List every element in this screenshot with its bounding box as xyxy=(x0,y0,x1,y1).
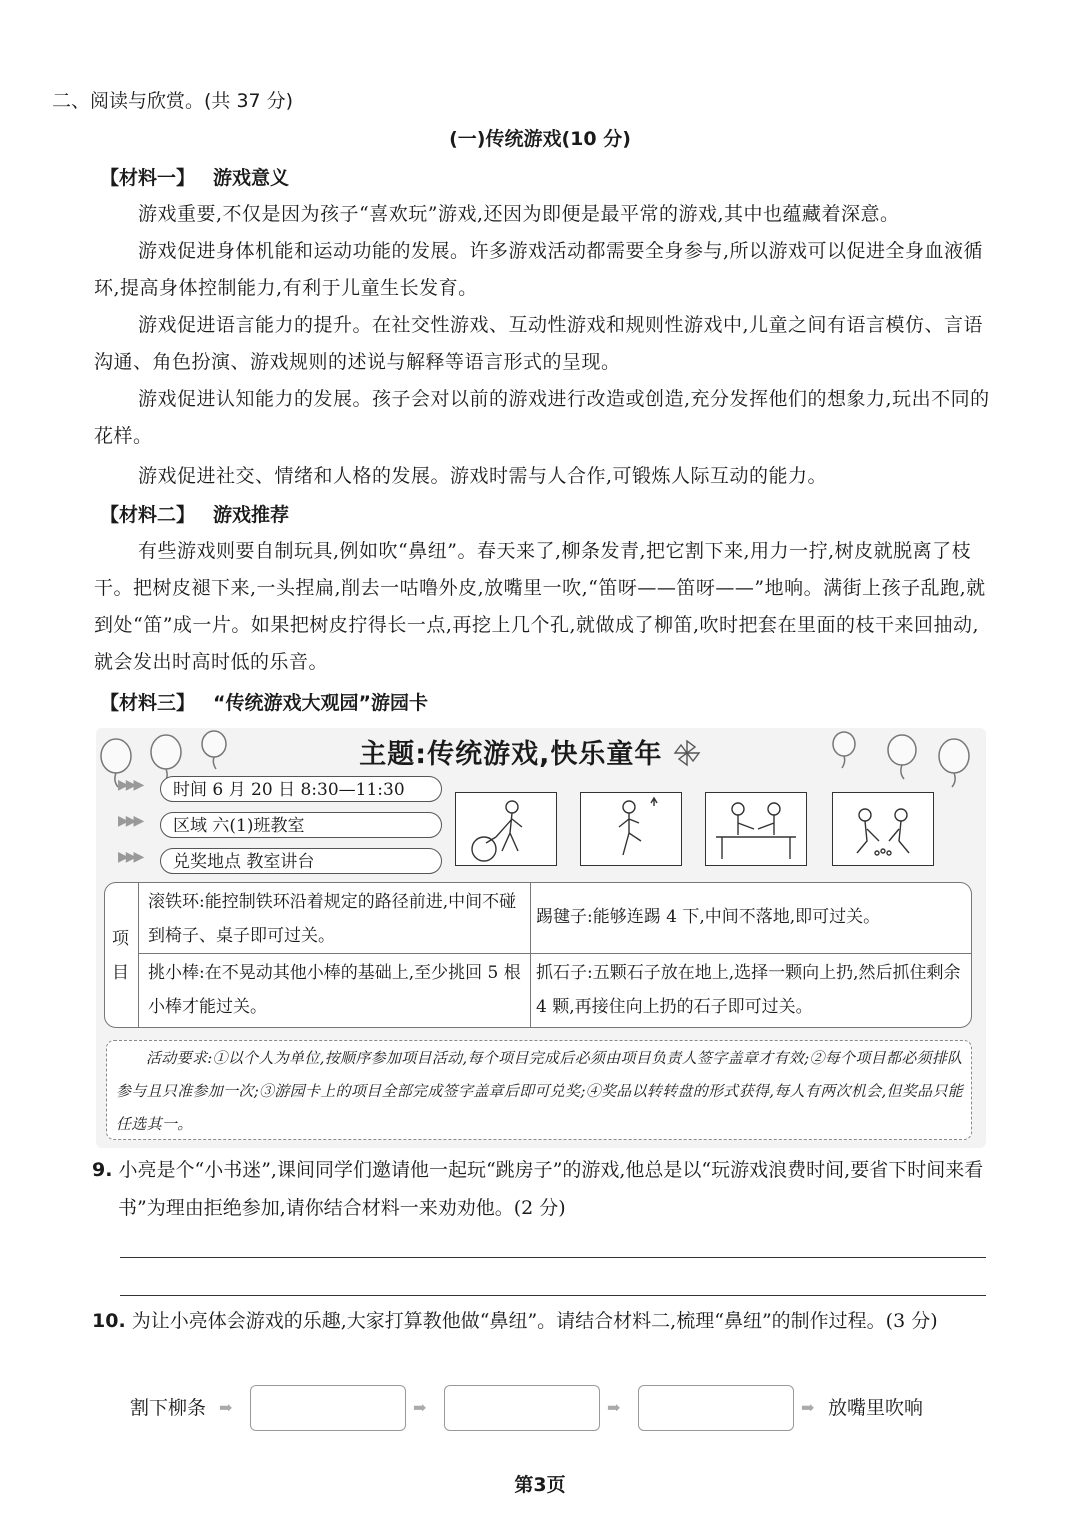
part-title: (一)传统游戏(10 分) xyxy=(449,128,631,150)
material2-paragraph: 有些游戏则要自制玩具,例如吹“鼻纽”。春天来了,柳条发青,把它割下来,用力一拧,树皮就脱离了枝干。把树皮褪下来,一头捏扁,削去一咕噜外皮,放嘴里一吹,“笛呀——笛呀——”地响。满街上孩子乱跑,就到处“笛”成一片。如果把树皮拧得长一点,再挖上几个孔,就做成了柳笛,吹时把套在里面的枝干来回抽动,就会发出时高时低的乐音。 xyxy=(94,540,986,673)
right-arrow-icon: ➡ xyxy=(219,1398,233,1417)
item-shuttlecock: 踢毽子:能够连踢 4 下,中间不落地,即可过关。 xyxy=(536,907,881,927)
material2-title: 游戏推荐 xyxy=(213,504,290,526)
hoop-rolling-illustration xyxy=(455,792,557,866)
flow-step-3-box[interactable] xyxy=(638,1385,794,1431)
item-stick-picking: 挑小棒:在不晃动其他小棒的基础上,至少挑回 5 根小棒才能过关。 xyxy=(148,963,521,1017)
arrow-icon: ▶▶▶ xyxy=(118,849,142,865)
question-9 xyxy=(92,1151,992,1227)
shuttlecock-kicking-illustration xyxy=(580,792,682,866)
items-label: 目 xyxy=(112,963,129,983)
answer-line-2[interactable] xyxy=(120,1295,986,1296)
material1-title: 游戏意义 xyxy=(213,167,290,189)
question-10 xyxy=(92,1302,992,1340)
table-divider xyxy=(138,953,972,954)
flow-step-2-box[interactable] xyxy=(444,1385,600,1431)
stick-picking-illustration xyxy=(705,792,807,866)
time-pill: 时间 6 月 20 日 8:30—11:30 xyxy=(160,776,442,802)
card-theme xyxy=(250,732,810,771)
material3-heading xyxy=(100,688,428,715)
table-divider xyxy=(138,882,139,1028)
item-stone-grabbing: 抓石子:五颗石子放在地上,选择一颗向上扔,然后抓住剩余 4 颗,再接住向上扔的石子即可过关。 xyxy=(536,963,961,1017)
answer-line-1[interactable] xyxy=(120,1257,986,1258)
right-arrow-icon: ➡ xyxy=(413,1398,427,1417)
material2-heading xyxy=(100,500,289,527)
item-hoop-rolling: 滚铁环:能控制铁环沿着规定的路径前进,中间不碰到椅子、桌子即可过关。 xyxy=(148,892,517,946)
card-theme-text: 主题:传统游戏,快乐童年 xyxy=(359,739,663,770)
section-title: 二、阅读与欣赏。(共 37 分) xyxy=(52,90,294,112)
material1-paragraph-1: 游戏重要,不仅是因为孩子“喜欢玩”游戏,还因为即便是最平常的游戏,其中也蕴藏着深意。 xyxy=(138,203,900,225)
material1-heading xyxy=(100,163,289,190)
right-arrow-icon: ➡ xyxy=(607,1398,621,1417)
question-10-text: 为让小亮体会游戏的乐趣,大家打算教他做“鼻纽”。请结合材料二,梳理“鼻纽”的制作过程。(3 分) xyxy=(131,1310,938,1332)
stone-grabbing-illustration xyxy=(832,792,934,866)
table-divider xyxy=(530,882,531,1028)
material2-label: 【材料二】 xyxy=(100,504,196,526)
material3-label: 【材料三】 xyxy=(100,692,196,714)
redeem-pill: 兑奖地点 教室讲台 xyxy=(160,848,442,874)
flow-step-1-box[interactable] xyxy=(250,1385,406,1431)
material1-paragraph-2: 游戏促进身体机能和运动功能的发展。许多游戏活动都需要全身参与,所以游戏可以促进全身血液循环,提高身体控制能力,有利于儿童生长发育。 xyxy=(94,240,984,299)
material1-paragraph-5: 游戏促进社交、情绪和人格的发展。游戏时需与人合作,可锻炼人际互动的能力。 xyxy=(138,465,828,487)
arrow-icon: ▶▶▶ xyxy=(118,813,142,829)
question-9-text: 小亮是个“小书迷”,课间同学们邀请他一起玩“跳房子”的游戏,他总是以“玩游戏浪费时间,要省下时间来看书”为理由拒绝参加,请你结合材料一来劝劝他。(2 分) xyxy=(118,1159,984,1219)
page-number: 第3页 xyxy=(514,1474,566,1496)
right-arrow-icon: ➡ xyxy=(801,1398,815,1417)
flow-end: 放嘴里吹响 xyxy=(828,1397,924,1419)
flow-start: 割下柳条 xyxy=(130,1397,207,1419)
material1-label: 【材料一】 xyxy=(100,167,196,189)
question-10-number: 10. xyxy=(92,1310,126,1332)
area-pill: 区域 六(1)班教室 xyxy=(160,812,442,838)
material1-paragraph-3: 游戏促进语言能力的提升。在社交性游戏、互动性游戏和规则性游戏中,儿童之间有语言模仿、言语沟通、角色扮演、游戏规则的述说与解释等语言形式的呈现。 xyxy=(94,314,984,373)
activity-requirements: 活动要求:①以个人为单位,按顺序参加项目活动,每个项目完成后必须由项目负责人签字盖章才有效;②每个项目都必须排队参与且只准参加一次;③游园卡上的项目全部完成签字盖章后即可兑奖;④奖品以转转盘的形式获得,每人有两次机会,但奖品只能任选其一。 xyxy=(116,1049,964,1133)
pinwheel-icon xyxy=(673,739,701,767)
material1-paragraph-4: 游戏促进认知能力的发展。孩子会对以前的游戏进行改造或创造,充分发挥他们的想象力,玩出不同的花样。 xyxy=(94,388,990,447)
material3-title: “传统游戏大观园”游园卡 xyxy=(213,692,428,714)
items-label: 项 xyxy=(112,929,129,949)
question-9-number: 9. xyxy=(92,1159,113,1181)
arrow-icon: ▶▶▶ xyxy=(118,777,142,793)
